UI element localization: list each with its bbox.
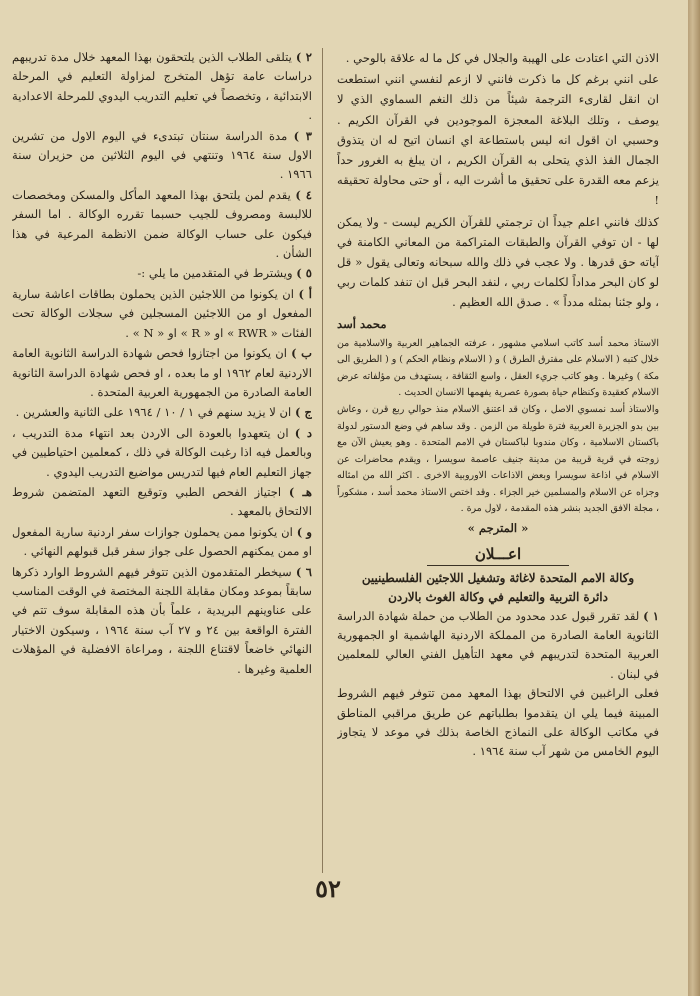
item-number: أ ) (298, 286, 312, 301)
page-edge (688, 0, 700, 996)
item-text: يتلقى الطلاب الذين يلتحقون بهذا المعهد خلال مدة تدريبهم دراسات عامة تؤهل المتخرج لمزاولة التعليم في المرحلة الابتدائية ، وتخصصاً في تعليم التدريب اليدوي للمرحلة الاعدادية . (12, 50, 312, 123)
item-number: ٥ ) (296, 266, 312, 281)
item-number: ٣ ) (293, 128, 312, 143)
item-number: ١ ) (643, 608, 659, 623)
item-number: ج ) (294, 405, 312, 420)
item-number: ٤ ) (295, 187, 312, 202)
item-text: ان يكونوا ممن يحملون جوازات سفر اردنية سارية المفعول او ممن يمكنهم الحصول على جواز سفر قبل قبولهم النهائي . (12, 524, 312, 559)
author-signature: محمد أسد (337, 316, 387, 331)
announcement-item (12, 523, 312, 562)
item-number: ٢ ) (295, 50, 312, 64)
announcement-rule (427, 565, 569, 566)
announcement-item (12, 285, 312, 343)
item-text: فعلى الراغبين في الالتحاق بهذا المعهد ممن تتوفر فيهم الشروط المبينة فيما يلي ان يتقدموا بطلباتهم عن طريق مراقبي المناطق في مكاتب الوكالة على النماذج الخاصة بذلك في موعد لا يتجاوز اليوم الخامس من شهر آب سنة ١٩٦٤ . (337, 686, 659, 759)
item-text: ويشترط في المتقدمين ما يلي :- (137, 266, 293, 281)
department-title: دائرة التربية والتعليم في وكالة الغوث بالاردن (388, 589, 608, 604)
item-number: و ) (296, 524, 312, 539)
item-number: ٦ ) (295, 564, 312, 579)
item-text: ان يتعهدوا بالعودة الى الاردن بعد انتهاء مدة التدريب ، وبالعمل فيه اذا رغبت الوكالة في ذلك ، كمعلمين احتياطيين في جهاز التعليم العام فيها لتدريس مواضيع التدريب اليدوي . (12, 425, 312, 479)
article-paragraph: الاذن التي اعتادت على الهيبة والجلال في كل ما له علاقة بالوحي . (345, 51, 659, 65)
item-text: سيخطر المتقدمون الذين تتوفر فيهم الشروط الوارد ذكرها سابقاً بموعد ومكان مقابلة اللجنة المختصة في الوقت المناسب على عناوينهم البريدية ، علماً بأن هذه المقابلة سوف تتم في الفترة الواقعة بين ٢٤ و ٢٧ آب سنة ١٩٦٤ ، وسيكون الاختيار النهائي خاضعاً لاقتناع اللجنة ، ومراعاة الافضلية في المؤهلات العلمية وغيرها . (12, 564, 312, 676)
announcement-item (12, 264, 312, 283)
item-text: ان لا يزيد سنهم في ١ / ١٠ / ١٩٦٤ على الثانية والعشرين . (15, 405, 292, 420)
announcement-heading: اعـــلان (474, 544, 522, 563)
translator-signature: « المترجم » (467, 521, 529, 536)
announcement-item (12, 483, 312, 522)
agency-title: وكالة الامم المتحدة لاغاثة وتشغيل اللاجئين الفلسطينيين (361, 570, 635, 585)
announcement-item (337, 607, 659, 685)
bio-paragraph: الاستاذ محمد أسد كاتب اسلامي مشهور ، عرفته الجماهير العربية والاسلامية من خلال كتبه ( الاسلام على مفترق الطرق ) و ( الاسلام ونظام الحكم ) و ( الطريق الى مكة ) وغيرها . وهو كاتب جريء العقل ، واسع الثقافة ، يستهدف من مؤلفاته عرض الاسلام كعقيدة وكنظام حياة بصورة عصرية يفهمها الانسان الحديث . (337, 337, 659, 399)
item-number: هـ ) (288, 484, 312, 499)
announcement-item (12, 563, 312, 679)
item-text: ان يكونوا من اجتازوا فحص شهادة الدراسة الثانوية العامة الاردنية لعام ١٩٦٢ او ما بعده ، او فحص شهادة الدراسة الثانوية العامة الصادرة من الجمهورية العربية المتحدة . (12, 346, 312, 399)
item-text: مدة الدراسة سنتان تبتدىء في اليوم الاول من تشرين الاول سنة ١٩٦٤ وتنتهي في اليوم الثلاثين من حزيران سنة ١٩٦٦ . (12, 128, 312, 182)
bio-paragraph: والاستاذ أسد نمسوي الاصل ، وكان قد اعتنق الاسلام منذ حوالي ربع قرن ، وعاش بين بدو الجزيرة العربية فترة طويلة من الزمن . وقد ساهم في وضع الدستور لدولة باكستان الاسلامية ، وكان مندوبا لباكستان في الامم المتحدة . وهو يعيش الآن مع زوجته في قرية قريبة من مدينة جنيف عاصمة سويسرا ، ويقدم محاضرات عن الاسلام في اذاعة سويسرا وبعض الاذاعات الاوروبية الاخرى . اكثر الله من امثاله وجزاه عن الاسلام والمسلمين خير الجزاء . وقد اختص الاستاذ محمد أسد ، مشكوراً ، مجلة الافق الجديد بنشر هذه المقدمة ، لاول مرة . (337, 404, 659, 514)
item-text: لقد تقرر قبول عدد محدود من الطلاب من حملة شهادة الدراسة الثانوية العامة الصادرة من المملكة الاردنية الهاشمية او الجمهورية العربية المتحدة لتدريبهم في معهد التأهيل الفني العالي للمعلمين في لبنان . (337, 608, 659, 681)
announcement-item (12, 344, 312, 402)
article-paragraph: على انني برغم كل ما ذكرت فانني لا ازعم لنفسي انني استطعت ان انقل لقارىء الترجمة شيئاً من ذلك النغم السماوي الذي لا يوصف ، وتلك البلاغة المعجزة الموجودين في القرآن الكريم . وحسبي ان اقول انه ليس باستطاعة اي انسان اتيح له ان يتذوق الجمال الفذ الذي يتحلى به القرآن الكريم ، ان يبلغ به الغرور حداً يزعم معه القدرة على تحقيق ما أشرت اليه ، أو حتى محاولة تحقيقه ! (337, 72, 659, 208)
article-paragraph: كذلك فانني اعلم جيداً ان ترجمتي للقرآن الكريم ليست - ولا يمكن لها - ان توفي القرآن والطبقات المتراكمة من المعاني الكامنة في آياته حق قدرها . ولا عجب في ذلك والله سبحانه وتعالى يقول « قل لو كان البحر مداداً لكلمات ربي ، لنفد البحر قبل ان تنفد كلمات ربي ، ولو جئنا بمثله مدداً » . صدق الله العظيم . (337, 214, 659, 310)
page-number: ٥٢ (315, 874, 341, 903)
announcement-item (12, 403, 312, 422)
announcement-item (12, 48, 312, 126)
announcement-item (337, 684, 659, 762)
item-number: د ) (294, 425, 312, 440)
right-column (337, 48, 659, 888)
column-divider (322, 48, 323, 873)
item-text: يقدم لمن يلتحق بهذا المعهد المأكل والمسكن ومخصصات للالبسة ومصروف للجيب حسبما تقرره الوكالة . اما السفر فيكون على حساب الوكالة ضمن الانظمة المرعية في هذا الشأن . (12, 187, 312, 261)
left-column (12, 48, 312, 888)
announcement-item (12, 424, 312, 482)
announcement-item (12, 127, 312, 185)
item-text: ان يكونوا من اللاجئين الذين يحملون بطاقات اعاشة سارية المفعول او من اللاجئين المسجلين في سجلات الوكالة تحت الفئات « RWR » او « R » او « N » . (12, 286, 312, 340)
item-text: اجتياز الفحص الطبي وتوقيع التعهد المتضمن شروط الالتحاق بالمعهد . (12, 484, 312, 519)
item-number: ب ) (291, 346, 312, 361)
announcement-item (12, 186, 312, 264)
